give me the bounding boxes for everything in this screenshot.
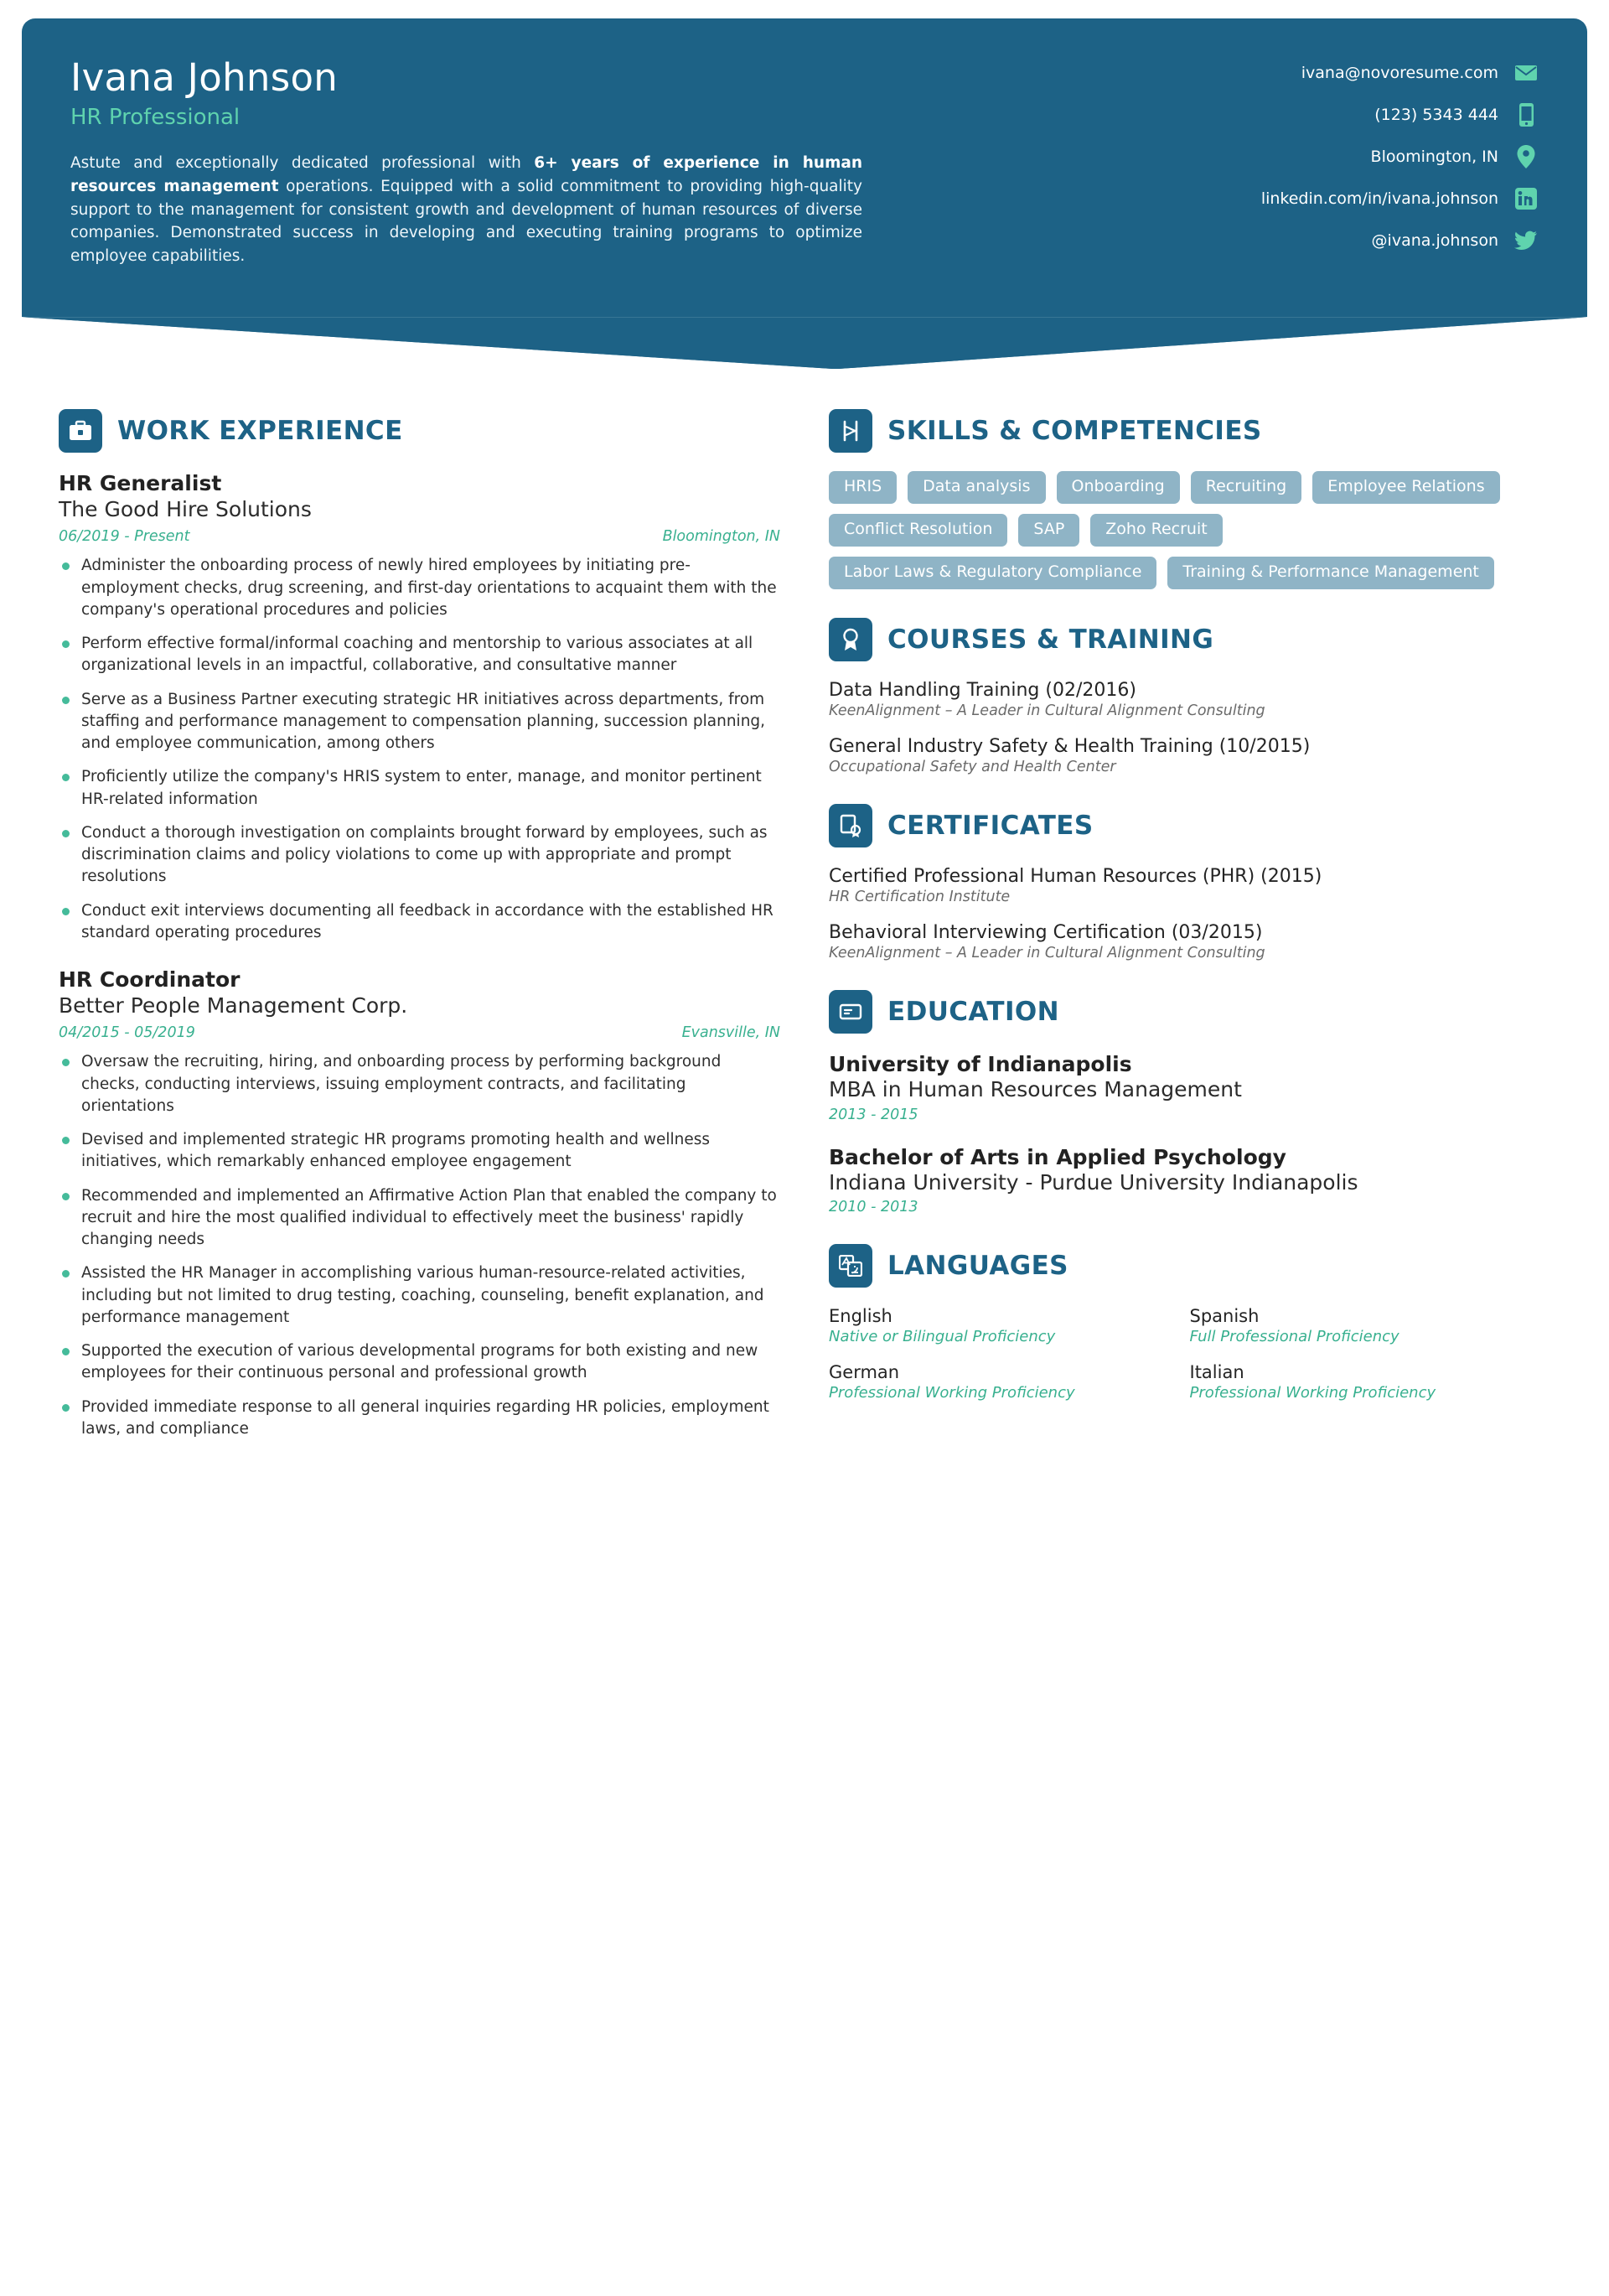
twitter-icon	[1513, 228, 1539, 253]
skill-chip: Labor Laws & Regulatory Compliance	[829, 557, 1156, 589]
translate-icon	[829, 1244, 872, 1288]
education-degree: Indiana University - Purdue University Indianapolis	[829, 1169, 1358, 1195]
resume-body	[0, 369, 1609, 1469]
left-column	[59, 409, 780, 1469]
education-school: Bachelor of Arts in Applied Psychology	[829, 1144, 1286, 1169]
section-title-education: EDUCATION	[887, 997, 1059, 1028]
education-entry	[829, 1145, 1550, 1216]
profile-summary	[70, 152, 862, 268]
linkedin-icon	[1513, 186, 1539, 211]
section-title-skills: SKILLS & COMPETENCIES	[887, 416, 1262, 447]
job-location: Bloomington, IN	[662, 528, 780, 546]
job-entry	[59, 471, 780, 944]
course-provider: Occupational Safety and Health Center	[829, 759, 1116, 776]
section-work-experience	[59, 409, 780, 1440]
course-title: Data Handling Training (02/2016)	[829, 680, 1136, 702]
job-bullet: Supported the execution of various developmental programs for both existing and new employees for their continuous personal and professional growth	[59, 1340, 780, 1385]
job-bullet: Administer the onboarding process of newly hired employees by initiating pre-employment checks, drug screening, and first-day orientations to acquaint them with the company's operational procedures and policies	[59, 555, 780, 621]
course-entry	[829, 736, 1550, 775]
section-title-work-experience: WORK EXPERIENCE	[117, 416, 403, 447]
language-level: Native or Bilingual Proficiency	[829, 1328, 1056, 1346]
skill-chip: Training & Performance Management	[1167, 557, 1493, 589]
skill-chip: Conflict Resolution	[829, 514, 1007, 547]
summary-part-1: Astute and exceptionally dedicated professional with	[70, 154, 535, 172]
contact-linkedin-value: linkedin.com/in/ivana.johnson	[1260, 189, 1498, 208]
skill-chip: HRIS	[829, 471, 897, 504]
education-entry	[829, 1052, 1550, 1123]
contact-twitter-value: @ivana.johnson	[1371, 231, 1498, 250]
section-courses	[829, 618, 1550, 775]
job-bullet: Conduct a thorough investigation on complaints brought forward by employees, such as discrimination claims and policy violations to come up with appropriate and prompt resolutions	[59, 822, 780, 889]
skill-chip: Recruiting	[1191, 471, 1301, 504]
language-level: Full Professional Proficiency	[1189, 1328, 1399, 1346]
job-bullet: Proficiently utilize the company's HRIS system to enter, manage, and monitor pertinent HR-related information	[59, 766, 780, 811]
job-bullet: Perform effective formal/informal coaching and mentorship to various associates at all organizational levels in an impactful, collaborative, and consultative manner	[59, 633, 780, 677]
contact-twitter[interactable]	[1010, 228, 1539, 253]
job-entry	[59, 967, 780, 1440]
section-skills	[829, 409, 1550, 589]
skill-chip-list	[829, 471, 1550, 589]
skill-chip: Zoho Recruit	[1090, 514, 1222, 547]
course-provider: KeenAlignment – A Leader in Cultural Alignment Consulting	[829, 702, 1265, 720]
education-years: 2013 - 2015	[829, 1106, 918, 1123]
job-dates: 04/2015 - 05/2019	[59, 1024, 195, 1042]
job-bullet: Conduct exit interviews documenting all feedback in accordance with the established HR standard operating procedures	[59, 900, 780, 945]
header-left	[70, 55, 980, 283]
phone-icon	[1513, 102, 1539, 127]
contact-location	[1010, 144, 1539, 169]
language-name: Italian	[1189, 1362, 1244, 1383]
language-name: English	[829, 1306, 892, 1327]
skill-chip: Onboarding	[1057, 471, 1180, 504]
section-certificates	[829, 804, 1550, 961]
resume-header	[22, 18, 1587, 317]
language-name: Spanish	[1189, 1306, 1260, 1327]
contact-email-value: ivana@novoresume.com	[1301, 64, 1498, 82]
resume-page	[0, 18, 1609, 2296]
course-entry	[829, 680, 1550, 719]
job-role: HR Coordinator	[59, 967, 241, 993]
right-column	[829, 409, 1550, 1469]
job-role: HR Generalist	[59, 471, 222, 496]
section-title-languages: LANGUAGES	[887, 1251, 1068, 1282]
skill-chip: Employee Relations	[1312, 471, 1499, 504]
contact-location-value: Bloomington, IN	[1370, 148, 1498, 166]
skills-icon	[829, 409, 872, 453]
education-school: University of Indianapolis	[829, 1052, 1132, 1077]
job-location: Evansville, IN	[681, 1024, 780, 1042]
page-title: Ivana Johnson	[70, 55, 339, 100]
education-degree: MBA in Human Resources Management	[829, 1077, 1242, 1102]
certificate-issuer: HR Certification Institute	[829, 889, 1011, 906]
job-bullets	[59, 1051, 780, 1440]
language-name: German	[829, 1362, 900, 1383]
job-company: The Good Hire Solutions	[59, 497, 312, 522]
skill-chip: Data analysis	[908, 471, 1045, 504]
summary-part-2: operations. Equipped with a solid commitment to providing high-quality support to the management for consistent growth and development of human resources of diverse companies. Demonstrated success in developing and executing training programs to optimize employee capabilities.	[70, 177, 862, 265]
job-bullet: Serve as a Business Partner executing strategic HR initiatives across departments, from staffing and performance management to compensation planning, succession planning, and employee communication, among others	[59, 689, 780, 755]
contact-email[interactable]	[1010, 60, 1539, 86]
job-bullet: Devised and implemented strategic HR programs promoting health and wellness initiatives, which remarkably enhanced employee engagement	[59, 1129, 780, 1174]
graduation-icon	[829, 990, 872, 1034]
briefcase-icon	[59, 409, 102, 453]
section-title-certificates: CERTIFICATES	[887, 811, 1094, 842]
certificate-icon	[829, 804, 872, 847]
language-item	[1190, 1306, 1551, 1345]
job-company: Better People Management Corp.	[59, 993, 408, 1018]
job-bullet: Oversaw the recruiting, hiring, and onboarding process by performing background checks, conducting interviews, issuing employment contracts, and facilitating orientations	[59, 1051, 780, 1117]
contact-linkedin[interactable]	[1010, 186, 1539, 211]
contact-phone-value: (123) 5343 444	[1374, 106, 1498, 124]
language-item	[829, 1362, 1190, 1402]
section-education	[829, 990, 1550, 1215]
summary-highlight: 6+ years of experience in human resources management	[70, 154, 862, 195]
job-bullet: Provided immediate response to all general inquiries regarding HR policies, employment laws, and compliance	[59, 1397, 780, 1441]
header-notch	[22, 317, 1587, 369]
email-icon	[1513, 60, 1539, 86]
certificate-entry	[829, 866, 1550, 905]
language-level: Professional Working Proficiency	[1189, 1384, 1436, 1402]
course-title: General Industry Safety & Health Training (10/2015)	[829, 736, 1311, 758]
job-bullets	[59, 555, 780, 944]
language-list	[829, 1306, 1550, 1418]
certificate-title: Certified Professional Human Resources (PHR) (2015)	[829, 866, 1322, 888]
section-title-courses: COURSES & TRAINING	[887, 625, 1214, 656]
award-icon	[829, 618, 872, 661]
job-bullet: Recommended and implemented an Affirmative Action Plan that enabled the company to recruit and hire the most qualified individual to effectively meet the business' rapidly changing needs	[59, 1185, 780, 1252]
language-level: Professional Working Proficiency	[829, 1384, 1075, 1402]
skill-chip: SAP	[1018, 514, 1079, 547]
language-item	[1190, 1362, 1551, 1402]
certificate-entry	[829, 922, 1550, 961]
job-bullet: Assisted the HR Manager in accomplishing various human-resource-related activities, including but not limited to drug testing, coaching, counseling, benefit explanation, and performance management	[59, 1262, 780, 1329]
certificate-issuer: KeenAlignment – A Leader in Cultural Alignment Consulting	[829, 945, 1265, 962]
certificate-title: Behavioral Interviewing Certification (03/2015)	[829, 922, 1263, 944]
language-item	[829, 1306, 1190, 1345]
contact-list	[1010, 55, 1539, 253]
section-languages	[829, 1244, 1550, 1418]
location-pin-icon	[1513, 144, 1539, 169]
contact-phone[interactable]	[1010, 102, 1539, 127]
job-dates: 06/2019 - Present	[59, 528, 190, 546]
education-years: 2010 - 2013	[829, 1199, 918, 1216]
header-job-title: HR Professional	[70, 105, 241, 130]
